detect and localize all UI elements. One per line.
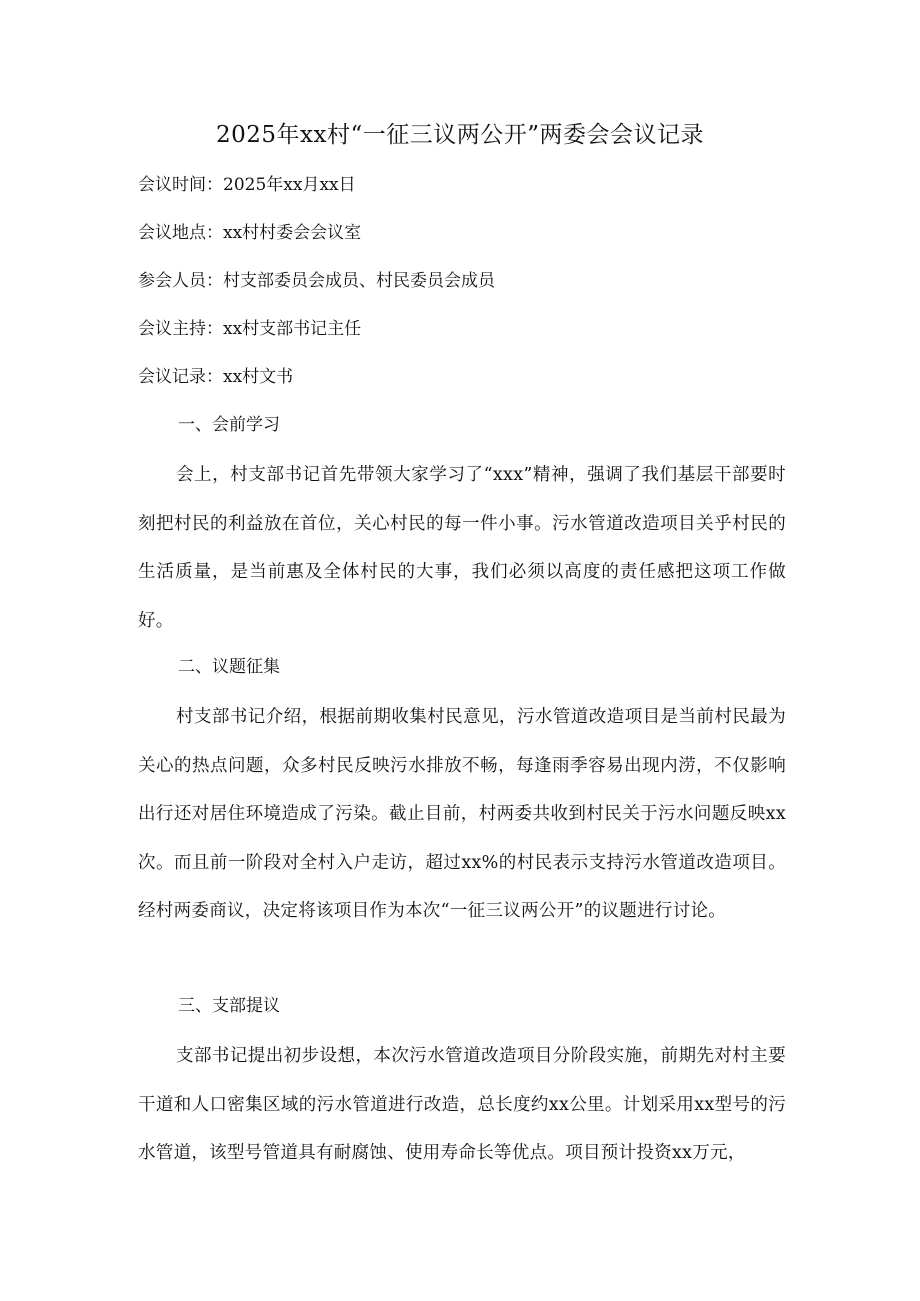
section-heading-study: 一、会前学习	[178, 415, 280, 435]
meeting-location: 会议地点：xx村村委会会议室	[138, 223, 362, 243]
section-body-proposal: 支部书记提出初步设想，本次污水管道改造项目分阶段实施，前期先对村主要干道和人口密集区域的污水管道进行改造，总长度约xx公里。计划采用xx型号的污水管道，该型号管道具有耐腐蚀、使用寿命长等优点。项目预计投资xx万元，	[138, 1046, 786, 1164]
section-heading-proposal: 三、支部提议	[178, 996, 280, 1016]
meeting-attendees: 参会人员：村支部委员会成员、村民委员会成员	[138, 271, 495, 291]
section-body-study: 会上，村支部书记首先带领大家学习了“xxx”精神，强调了我们基层干部要时刻把村民的利益放在首位，关心村民的每一件小事。污水管道改造项目关乎村民的生活质量，是当前惠及全体村民的大事，我们必须以高度的责任感把这项工作做好。	[138, 465, 786, 631]
meeting-host: 会议主持：xx村支部书记主任	[138, 319, 362, 339]
meeting-time: 会议时间：2025年xx月xx日	[138, 175, 356, 195]
section-heading-collection: 二、议题征集	[178, 657, 280, 677]
document-title: 2025年xx村“一征三议两公开”两委会会议记录	[216, 122, 704, 148]
meeting-recorder: 会议记录：xx村文书	[138, 367, 294, 387]
section-body-collection: 村支部书记介绍，根据前期收集村民意见，污水管道改造项目是当前村民最为关心的热点问题，众多村民反映污水排放不畅，每逢雨季容易出现内涝，不仅影响出行还对居住环境造成了污染。截止目前，村两委共收到村民关于污水问题反映xx次。而且前一阶段对全村入户走访，超过xx%的村民表示支持污水管道改造项目。经村两委商议，决定将该项目作为本次“一征三议两公开”的议题进行讨论。	[138, 707, 786, 922]
